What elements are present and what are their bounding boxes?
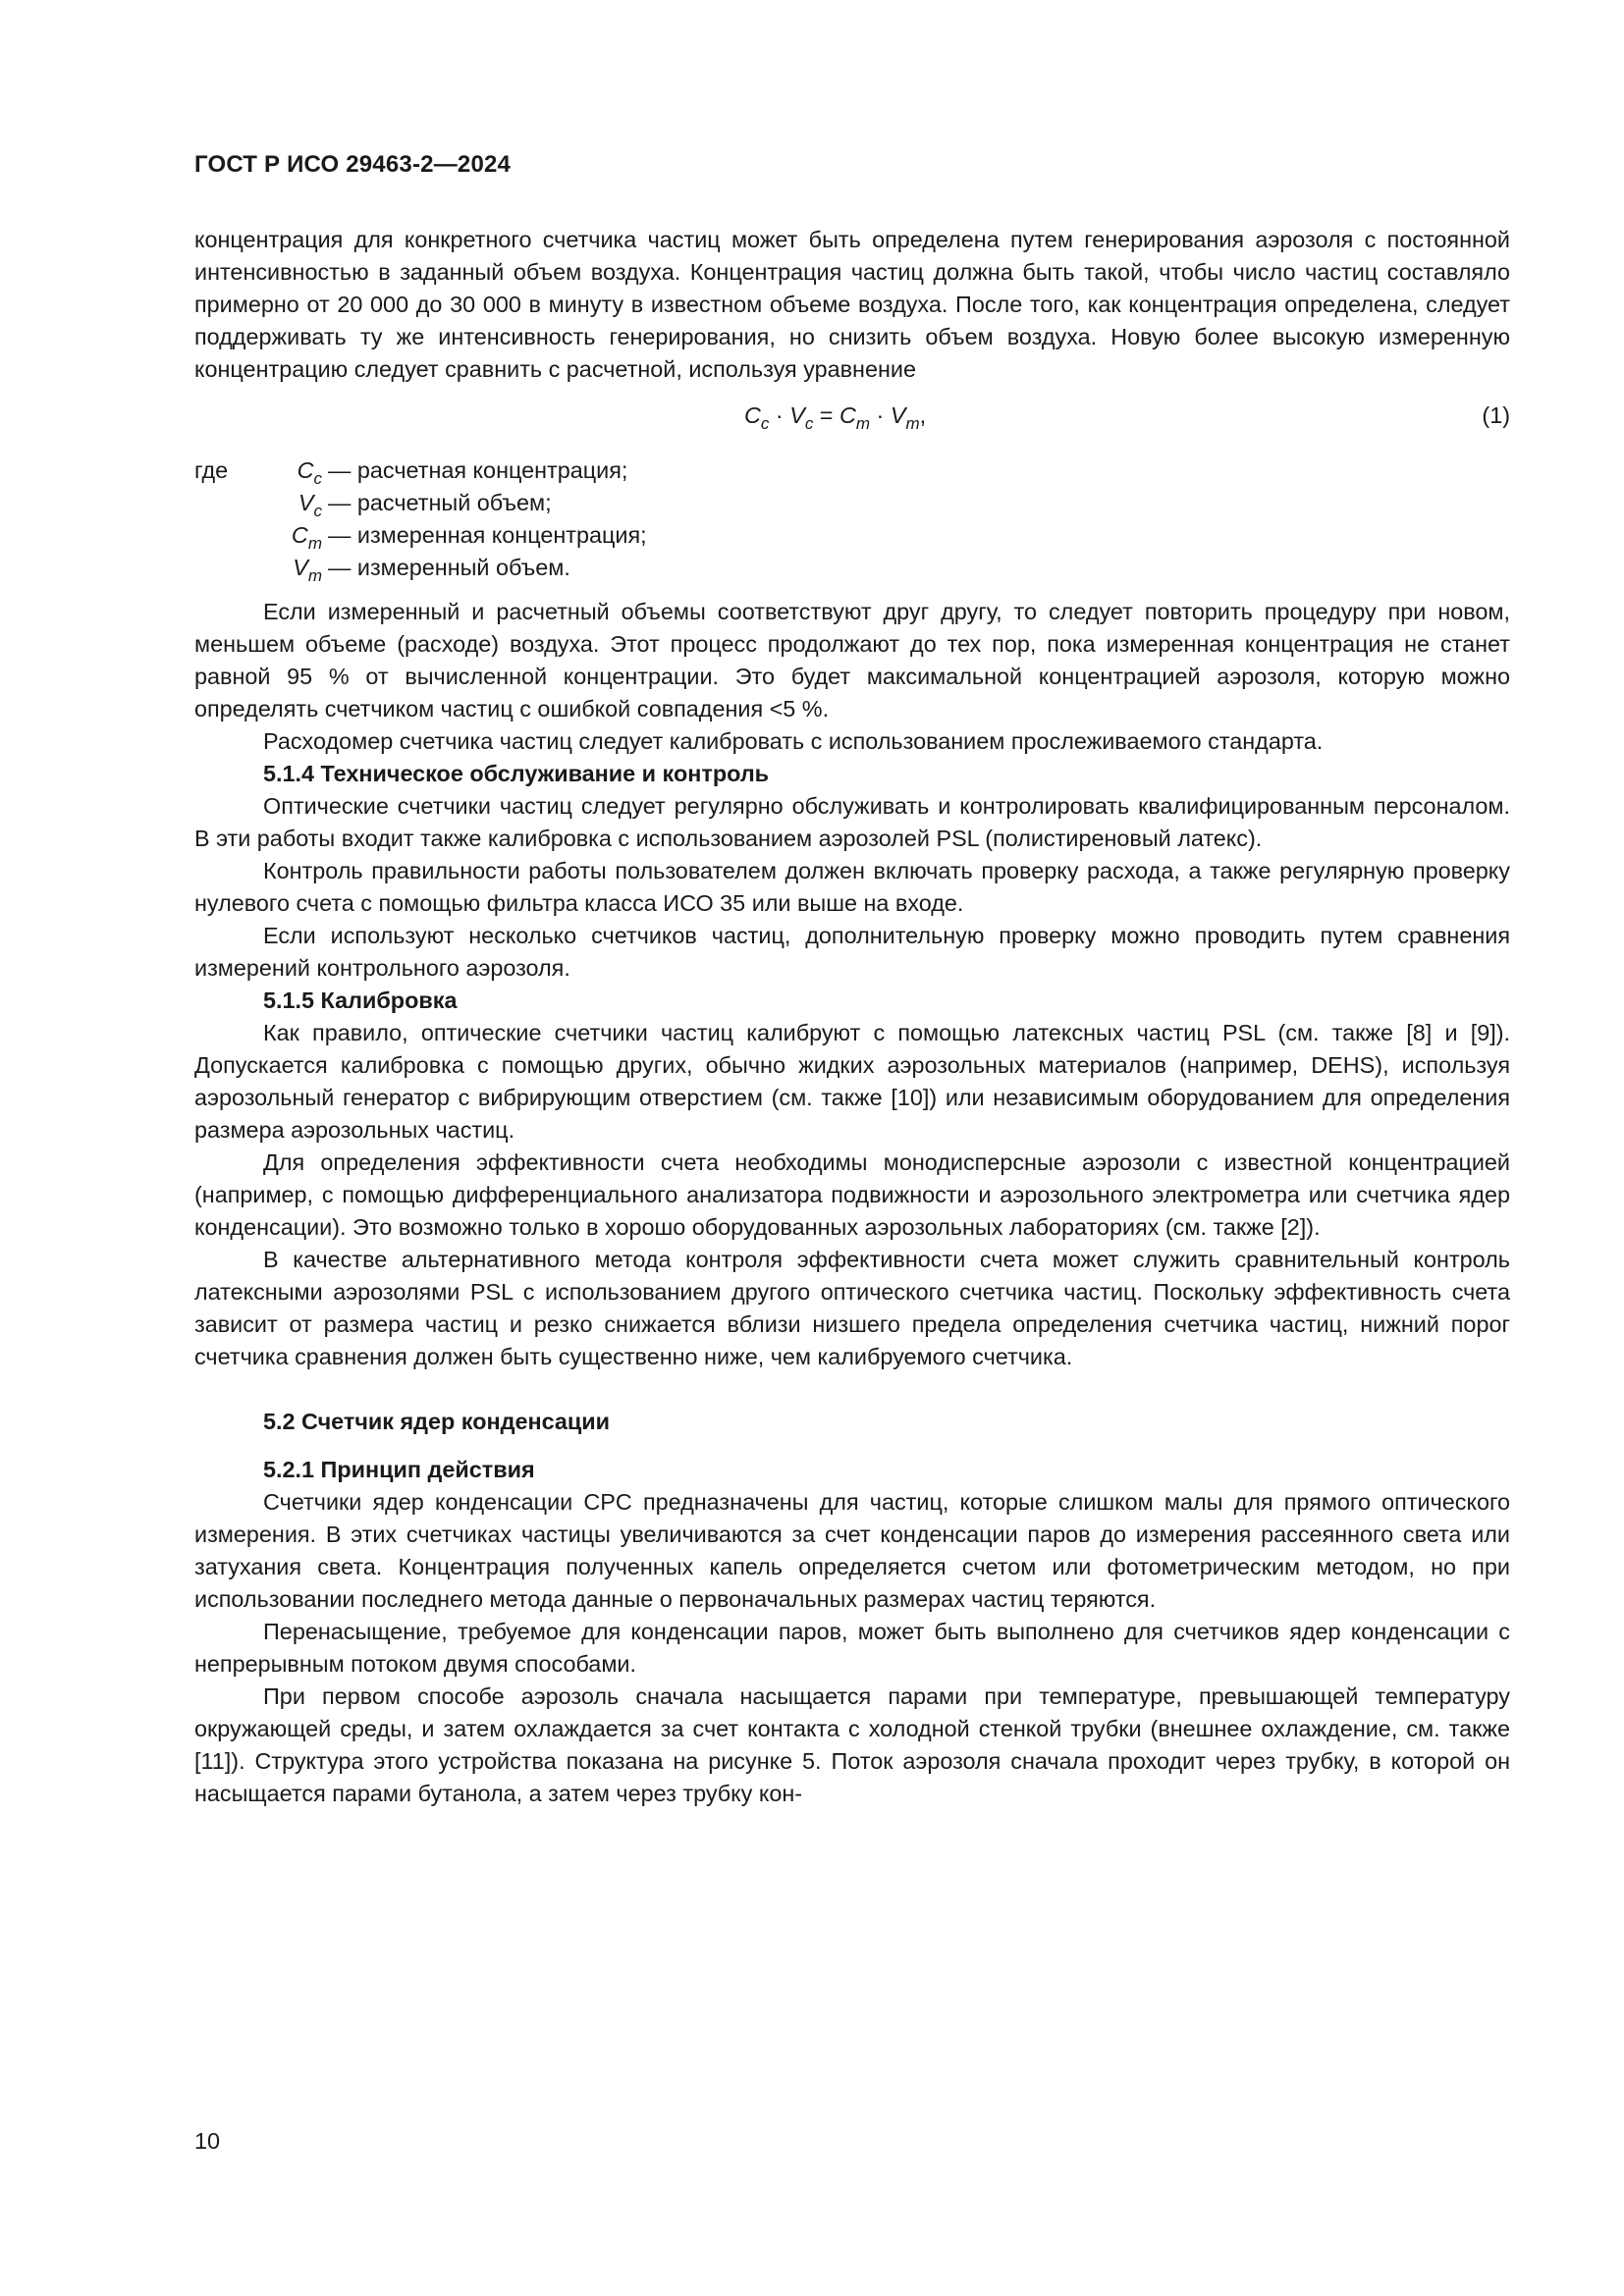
equation-symbol: V (789, 402, 805, 428)
paragraph: Как правило, оптические счетчики частиц калибруют с помощью латексных частиц PSL (см. также [8] и [9]). Допускается калибровка с помощью других, обычно жидких аэрозольных материалов (например, DEHS), используя аэрозольный генератор с вибрирующим отверстием (см. также [10]) или независимым оборудованием для определения размера аэрозольных частиц. (194, 1020, 1510, 1143)
equation-operator: · (870, 402, 891, 428)
equation-subscript: m (905, 414, 920, 433)
intro-paragraph: концентрация для конкретного счетчика частиц может быть определена путем генерирования аэрозоля с постоянной интенсивностью в заданный объем воздуха. Концентрация частиц должна быть такой, чтобы число частиц составляло примерно от 20 000 до 30 000 в минуту в известном объеме воздуха. После того, как концентрация определена, следует поддерживать ту же интенсивность генерирования, но снизить объем воздуха. Новую более высокую измеренную концентрацию следует сравнить с расчетной, используя уравнение (194, 227, 1510, 382)
page-number: 10 (194, 2128, 221, 2154)
equation-symbol: C (839, 402, 856, 428)
equation (744, 400, 926, 440)
paragraph: Перенасыщение, требуемое для конденсации паров, может быть выполнено для счетчиков ядер конденсации с непрерывным потоком двумя способами. (194, 1619, 1510, 1677)
equation-symbol: C (744, 402, 761, 428)
paragraph: Счетчики ядер конденсации CPC предназначены для частиц, которые слишком малы для прямого оптического измерения. В этих счетчиках частицы увеличиваются за счет конденсации паров до измерения рассеянного света или затухания света. Концентрация полученных капель определяется счетом или фотометрическим методом, но при использовании последнего метода данные о первоначальных размерах частиц теряются. (194, 1489, 1510, 1612)
paragraph: Если используют несколько счетчиков частиц, дополнительную проверку можно проводить путем сравнения измерений контрольного аэрозоля. (194, 923, 1510, 981)
definition-row (194, 487, 1510, 519)
definition-text: — расчетная концентрация; (328, 457, 628, 483)
equation-symbol: V (890, 402, 906, 428)
document-header: ГОСТ Р ИСО 29463-2—2024 (194, 151, 512, 178)
definition-symbol: $V_m$ (293, 555, 322, 585)
definition-row (194, 454, 1510, 487)
section-heading-5-1-5: 5.1.5 Калибровка (263, 988, 458, 1013)
definition-symbol: $C_c$ (297, 457, 322, 488)
equation-operator: = (813, 402, 839, 428)
equation-subscript: c (804, 414, 814, 433)
paragraph: Контроль правильности работы пользователем должен включать проверку расхода, а также регулярную проверку нулевого счета с помощью фильтра класса ИСО 35 или выше на входе. (194, 858, 1510, 916)
definition-row (194, 519, 1510, 552)
equation-operator: · (769, 402, 790, 428)
section-heading-5-1-4: 5.1.4 Техническое обслуживание и контроль (263, 761, 770, 786)
equation-punctuation: , (919, 402, 927, 428)
equation-subscript: m (855, 414, 871, 433)
definition-text: — расчетный объем; (328, 490, 552, 515)
where-label: где (194, 457, 229, 483)
paragraph: При первом способе аэрозоль сначала насыщается парами при температуре, превышающей температуру окружающей среды, и затем охлаждается за счет контакта с холодной стенкой трубки (внешнее охлаждение, см. также [11]). Структура этого устройства показана на рисунке 5. Поток аэрозоля сначала проходит через трубку, в которой он насыщается парами бутанола, а затем через трубку кон- (194, 1683, 1510, 1806)
paragraph: Расходомер счетчика частиц следует калибровать с использованием прослеживаемого стандарта. (263, 728, 1324, 754)
symbol-definitions (194, 454, 1510, 584)
equation-subscript: c (760, 414, 770, 433)
paragraph: Для определения эффективности счета необходимы монодисперсные аэрозоли с известной концентрацией (например, с помощью дифференциального анализатора подвижности и аэрозольного электрометра или счетчика ядер конденсации). Это возможно только в хорошо оборудованных аэрозольных лабораториях (см. также [2]). (194, 1149, 1510, 1240)
document-body (194, 224, 1510, 1810)
definition-symbol: $C_m$ (291, 522, 322, 553)
definition-text: — измеренный объем. (328, 555, 570, 580)
paragraph: Если измеренный и расчетный объемы соответствуют друг другу, то следует повторить процедуру при новом, меньшем объеме (расходе) воздуха. Этот процесс продолжают до тех пор, пока измеренная концентрация не станет равной 95 % от вычисленной концентрации. Это будет максимальной концентрацией аэрозоля, которую можно определять счетчиком частиц с ошибкой совпадения <5 %. (194, 599, 1510, 721)
definition-text: — измеренная концентрация; (328, 522, 647, 548)
section-heading-5-2-1: 5.2.1 Принцип действия (263, 1457, 535, 1482)
section-heading-5-2: 5.2 Счетчик ядер конденсации (263, 1409, 611, 1434)
definition-row (194, 552, 1510, 584)
equation-row (194, 386, 1510, 451)
definition-symbol: $V_c$ (298, 490, 322, 520)
paragraph: Оптические счетчики частиц следует регулярно обслуживать и контролировать квалифицированным персоналом. В эти работы входит также калибровка с использованием аэрозолей PSL (полистиреновый латекс). (194, 793, 1510, 851)
equation-number: (1) (1482, 402, 1510, 428)
paragraph: В качестве альтернативного метода контроля эффективности счета может служить сравнительный контроль латексными аэрозолями PSL с использованием другого оптического счетчика частиц. Поскольку эффективность счета зависит от размера частиц и резко снижается вблизи низшего предела определения счетчика частиц, нижний порог счетчика сравнения должен быть существенно ниже, чем калибруемого счетчика. (194, 1247, 1510, 1369)
